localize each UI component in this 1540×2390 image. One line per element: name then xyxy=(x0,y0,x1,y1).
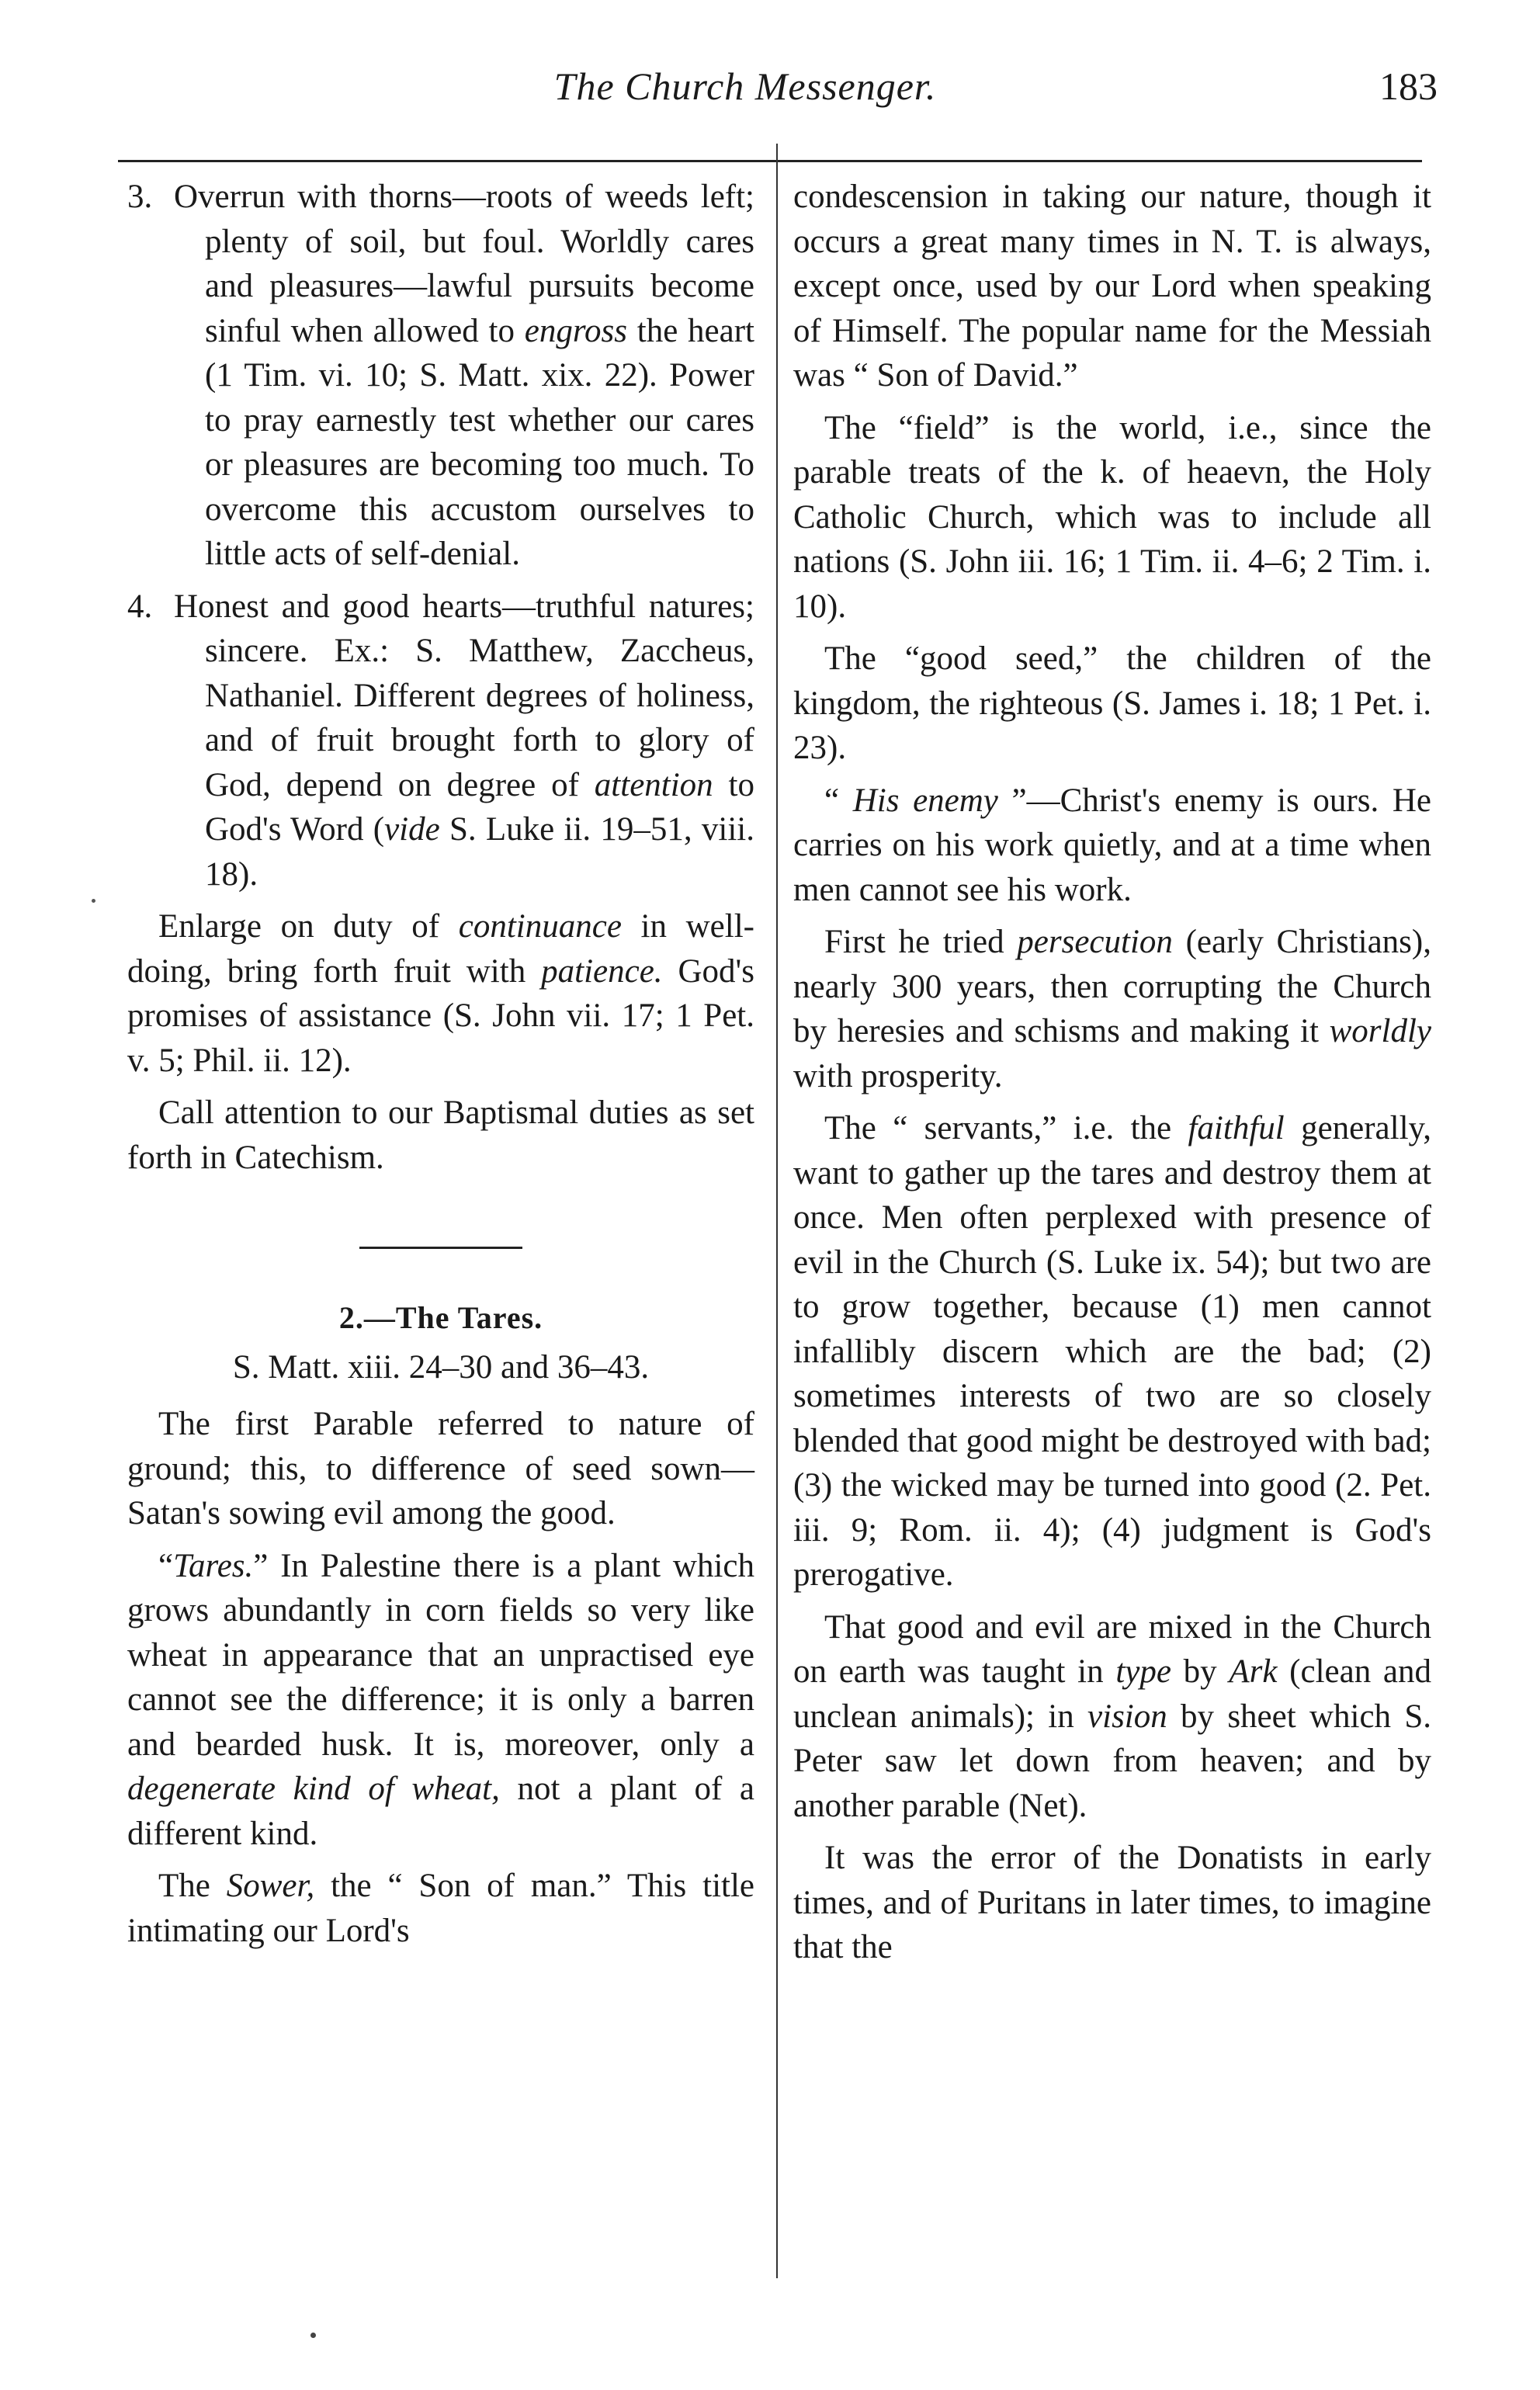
margin-speck xyxy=(92,899,95,903)
point-number: 3. xyxy=(127,179,153,215)
page-number: 183 xyxy=(1379,64,1438,108)
tares-paragraph: “Tares.” In Palestine there is a plant which grows abundantly in corn fields so very like wheat in appearance that an unpractised eye cannot see the difference; it is only a barren and bearded husk. It is, moreover, only a degenerate kind of wheat, not a plant of a different kind. xyxy=(127,1547,754,1852)
point-3-paragraph: 3. Overrun with thorns—roots of weeds left; plenty of soil, but foul. Worldly cares and pleasures—lawful pursuits become sinful when allowed to engross the heart (1 Tim. vi. 10; S. Matt. xix. 22). Power to pray earnestly test whether our cares or pleasures are becoming too much. To overcome this accustom ourselves to little acts of self-denial. xyxy=(127,175,754,577)
good-seed-paragraph: The “good seed,” the children of the kingdom, the righteous (S. James i. 18; 1 Pet. i. 23). xyxy=(793,640,1431,766)
servants-paragraph: The “ servants,” i.e. the faithful generally, want to gather up the tares and destroy them at once. Men often perplexed with presence of evil in the Church (S. Luke ix. 54); but two are to grow together, because (1) men cannot infallibly discern which are the bad; (2) sometimes interests of two are so closely blended that good might be destroyed with bad; (3) the wicked may be turned into good (2. Pet. iii. 9; Rom. ii. 4); (4) judgment is God's prerogative. xyxy=(793,1110,1431,1593)
sower-paragraph: The Sower, the “ Son of man.” This title intimating our Lord's xyxy=(127,1868,754,1949)
field-paragraph: The “field” is the world, i.e., since the parable treats of the k. of heaevn, the Holy Catholic Church, which was to include all nations (S. John iii. 16; 1 Tim. ii. 4–6; 2 Tim. i. 10). xyxy=(793,409,1431,625)
scripture-reference: S. Matt. xiii. 24–30 and 36–43. xyxy=(232,1348,650,1386)
right-column xyxy=(793,175,1431,1978)
persecution-paragraph: First he tried persecution (early Christians), nearly 300 years, then corrupting the Church by heresies and schisms and making it worldly with prosperity. xyxy=(793,924,1431,1094)
section-heading: 2.—The Tares. xyxy=(338,1300,543,1335)
continuance-paragraph: Enlarge on duty of continuance in well-doing, bring forth fruit with patience. God's promises of assistance (S. John vii. 17; 1 Pet. v. 5; Phil. ii. 12). xyxy=(127,908,754,1079)
continuation-paragraph: condescension in taking our nature, though it occurs a great many times in N. T. is always, except once, used by our Lord when speaking of Himself. The popular name for the Messiah was “ Son of David.” xyxy=(793,179,1431,394)
footer-speck xyxy=(310,2333,316,2338)
header-rule xyxy=(118,160,1422,162)
column-divider xyxy=(776,144,778,2278)
point-4-paragraph: 4. Honest and good hearts—truthful natures; sincere. Ex.: S. Matthew, Zaccheus, Nathaniel. Different degrees of holiness, and of fruit brought forth to glory of God, depend on degree of attention to God's Word (vide S. Luke ii. 19–51, viii. 18). xyxy=(127,584,754,897)
left-column xyxy=(127,175,754,1961)
section-rule xyxy=(359,1247,522,1249)
first-parable-paragraph: The first Parable referred to nature of ground; this, to difference of seed sown—Satan's sowing evil among the good. xyxy=(127,1406,754,1531)
running-title: The Church Messenger. xyxy=(553,64,937,108)
enemy-paragraph: “ His enemy ”—Christ's enemy is ours. He carries on his work quietly, and at a time when men cannot see his work. xyxy=(793,782,1431,908)
baptismal-paragraph: Call attention to our Baptismal duties as set forth in Catechism. xyxy=(127,1094,754,1176)
point-number: 4. xyxy=(127,588,153,625)
good-evil-paragraph: That good and evil are mixed in the Church on earth was taught in type by Ark (clean and unclean animals); in vision by sheet which S. Peter saw let down from heaven; and by another parable (Net). xyxy=(793,1608,1432,1824)
donatists-paragraph: It was the error of the Donatists in early times, and of Puritans in later times, to imagine that the xyxy=(793,1840,1431,1965)
